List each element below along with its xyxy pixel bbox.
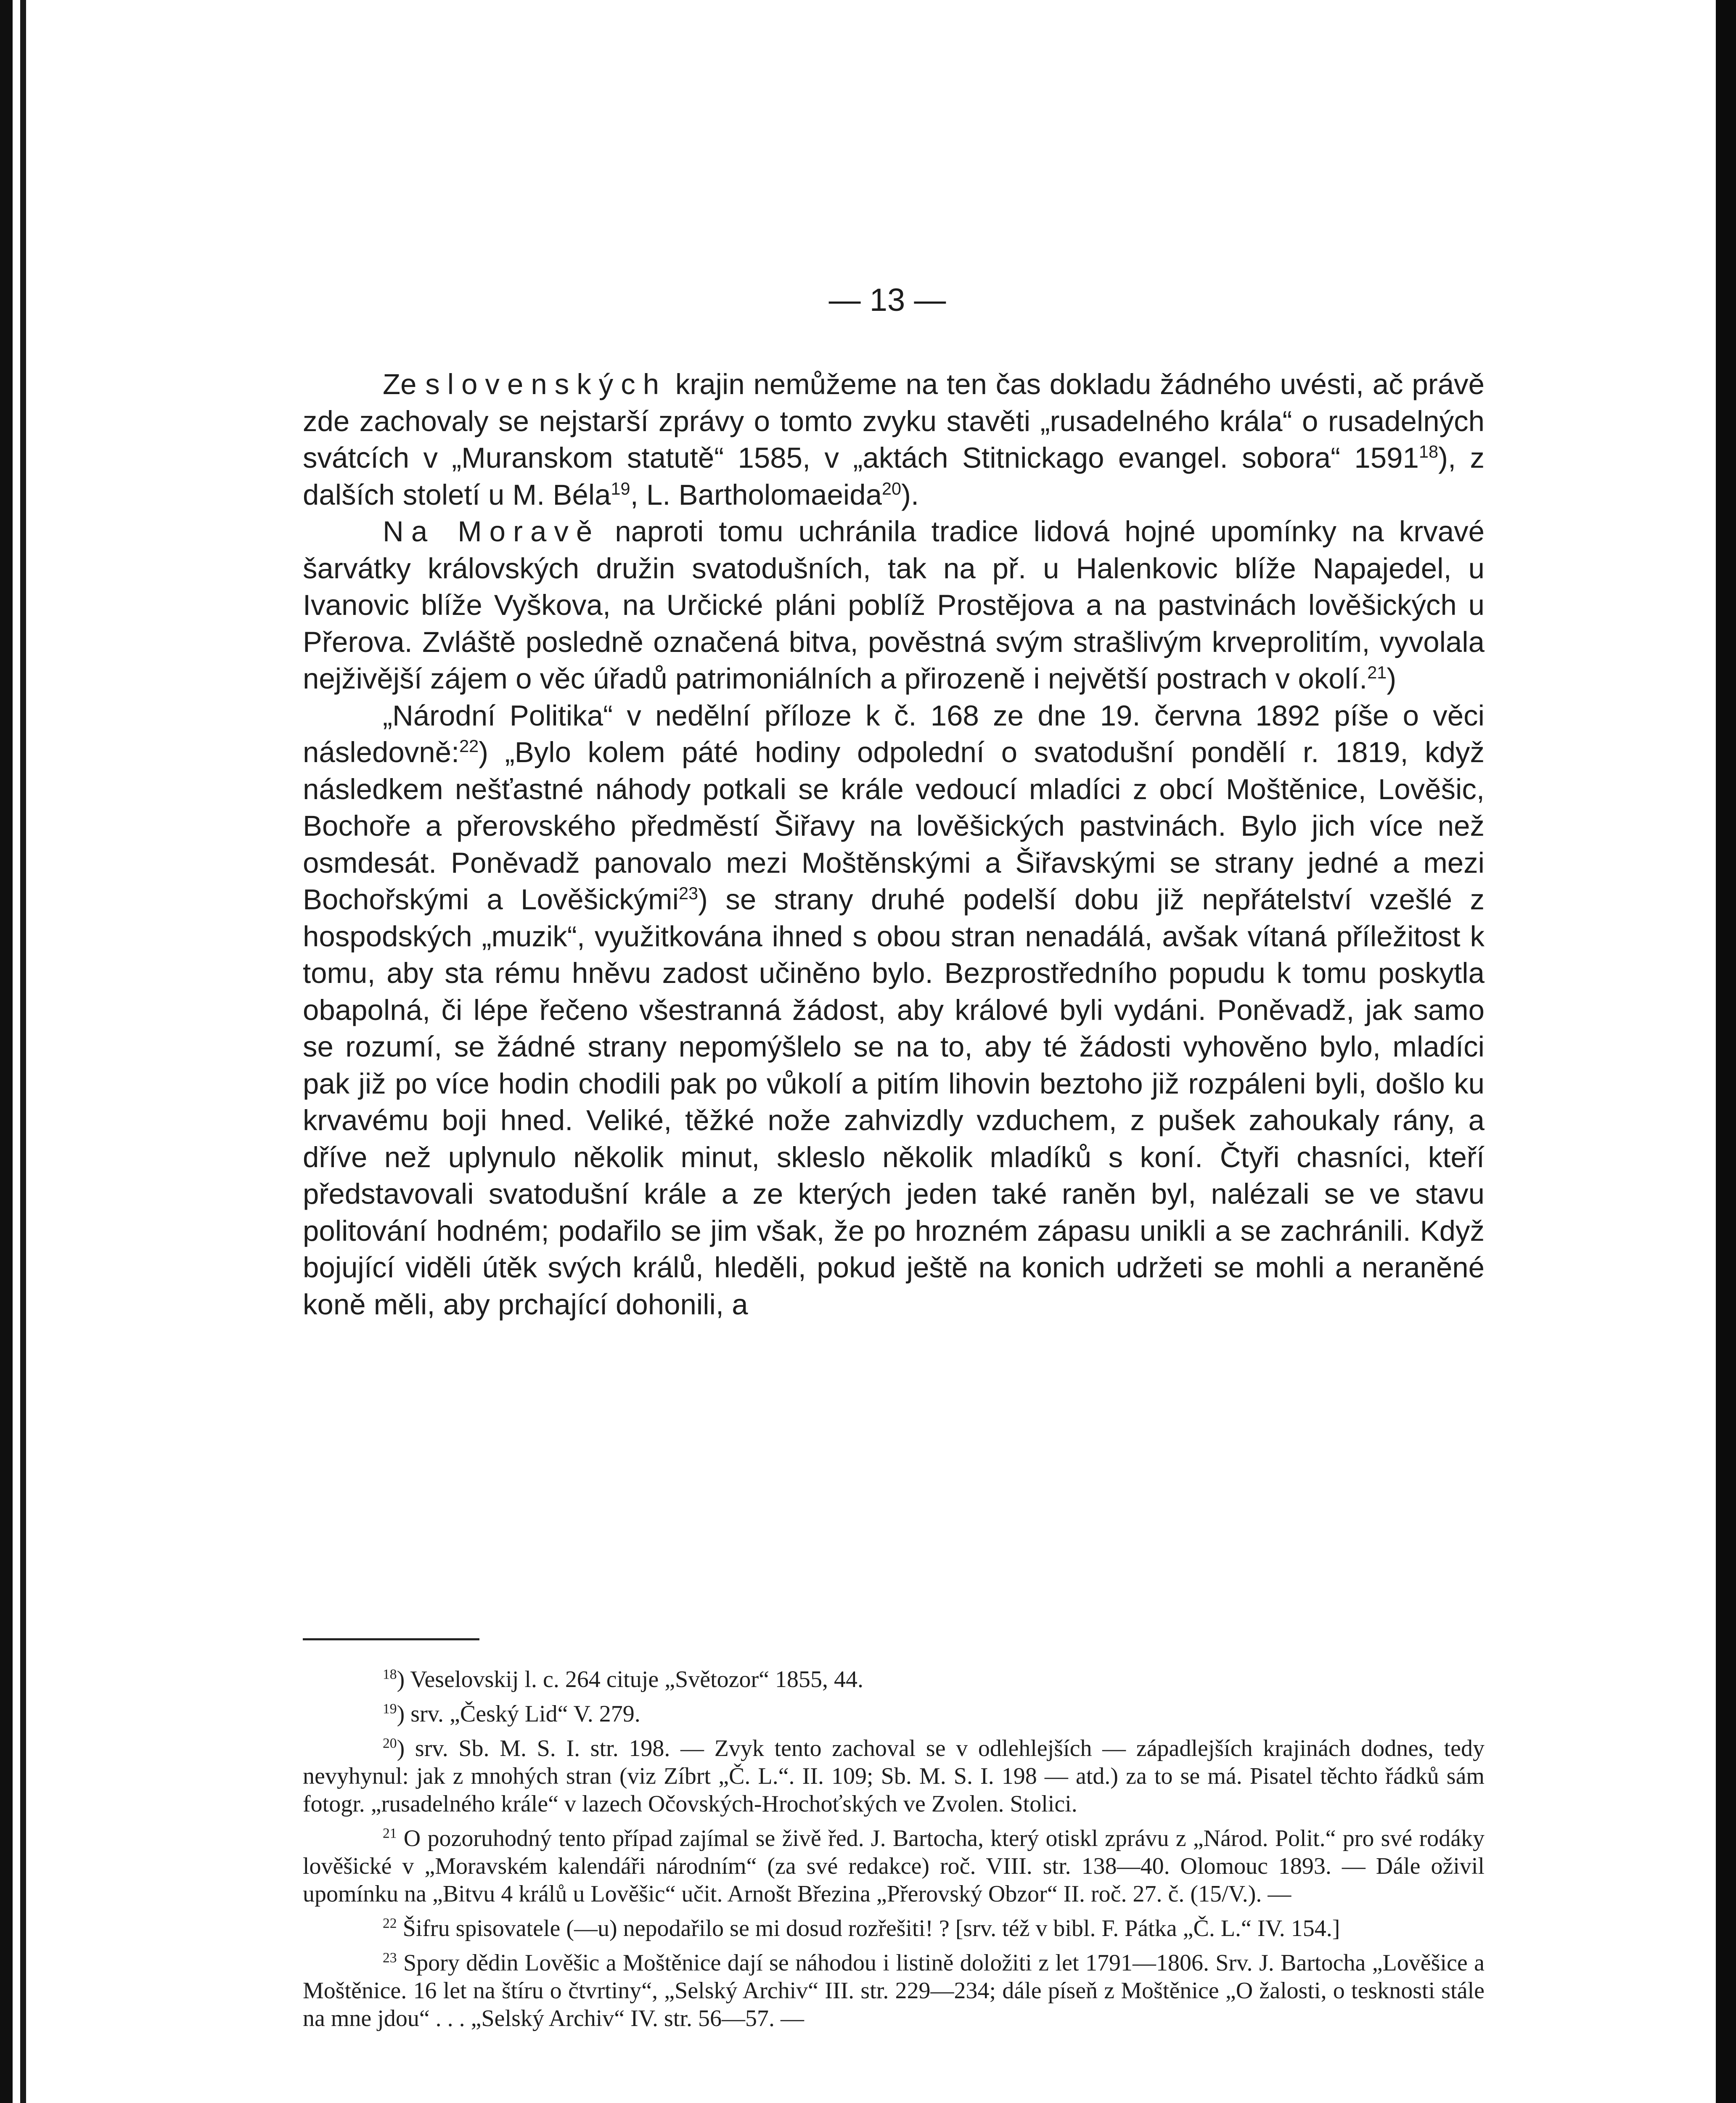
footnote-ref: 21 [1367, 663, 1387, 682]
spaced-word: Na Moravě [383, 515, 600, 548]
footnote-23: $^{23}$ Spory dědin Lověšic a Moštěnice dají se náhodou i listině doložiti z let 1791—1806. Srv. J. Bartocha „Lověšice a Moštěnice. 16 let na štíru o čtvrtiny“, „Selský Archiv“ III. str. 229—234; dále píseň z Moštěnice „O žalosti, o tesknosti stále na mne jdou“ . . . „Selský Archiv“ IV. str. 56—57. — [303, 1950, 1485, 2031]
footnote-ref: 19 [611, 479, 630, 498]
footnote-18: $^{18}$) Veselovskij l. c. 264 cituje „Světozor“ 1855, 44. [383, 1666, 863, 1692]
footnote-22: $^{22}$ Šifru spisovatele (—u) nepodařilo se mi dosud rozřešiti! ? [srv. též v bibl. F. Pátka „Č. L.“ IV. 154.] [383, 1915, 1340, 1941]
paragraph-narodni-politika: „Národní Politika“ v nedělní příloze k č. 168 ze dne 19. června 1892 píše o věci následovně:$^{22}$) „Bylo kolem páté hodiny odpolední o svatodušní pondělí r. 1819, když následkem nešťastné náhody potkali se krále vedoucí mladíci z obcí Moštěnice, Lověšic, Bochoře a přerovského předměstí Šiřavy na lověšických pastvinách. Bylo jich více než osmdesát. Poněvadž panovalo mezi Moštěnskými a Šiřavskými se strany jedné a mezi Bochořskými a Lověšickými$^{23}$) se strany druhé podelší dobu již nepřátelství vzešlé z hospodských „muzik“, využitkována ihned s obou stran nenadálá, avšak vítaná příležitost k tomu, aby sta rému hněvu zadost učiněno bylo. Bezprostředního popudu k tomu poskytla obapolná, či lépe řečeno všestranná žádost, aby králové byli vydáni. Poněvadž, jak samo se rozumí, se žádné strany nepomýšlelo se na to, aby té žádosti vyhověno bylo, mladíci pak již po více hodin chodili pak po vůkolí a pitím lihovin beztoho již rozpáleni byli, došlo ku krvavému boji hned. Veliké, těžké nože zahvizdly vzduchem, z pušek zahoukaly rány, a dříve než uplynulo několik minut, skleslo několik mladíků s koní. Čtyři chasníci, kteří představovali svatodušní krále a ze kterých jeden také raněn byl, nalézali se ve stavu politování hodném; podařilo se jim však, že po hrozném zápasu unikli a se zachránili. Když bojující viděli útěk svých králů, hleděli, pokud ještě na konich udržeti se mohli a neraněné koně měli, aby prchající dohonili, a [303, 699, 1485, 1321]
footnote-separator [303, 1638, 479, 1640]
footnote-19: $^{19}$) srv. „Český Lid“ V. 279. [383, 1701, 640, 1727]
footnote-ref: 18 [1418, 442, 1438, 461]
spaced-word: slovenských [425, 368, 667, 400]
scan-left-edge-line [20, 0, 26, 2103]
footnote-ref: 20 [881, 479, 901, 498]
paragraph-slovakia: Ze slovenských krajin nemůžeme na ten čas dokladu žádného uvésti, ač právě zde zachovaly se nejstarší zprávy o tomto zvyku stavěti „rusadelného krála“ o rusadelných svátcích v „Muranskom statutě“ 1585, v „aktách Stitnickago evangel. sobora“ 1591$^{18}$), z dalších století u M. Béla$^{19}$, L. Bartholomaeida$^{20}$). [303, 368, 1485, 511]
footnote-20: $^{20}$) srv. Sb. M. S. I. str. 198. — Zvyk tento zachoval se v odlehlejších — západlejších krajinách dodnes, tedy nevyhynul: jak z mnohých stran (viz Zíbrt „Č. L.“. II. 109; Sb. M. S. I. 198 — atd.) za to se má. Pisatel těchto řádků sám fotogr. „rusadelného krále“ v lazech Očovských-Hrochoťských ve Zvolen. Stolici. [303, 1735, 1485, 1817]
footnotes [303, 1666, 1485, 2039]
page-number: — 13 — [828, 282, 946, 318]
footnote-ref: 23 [678, 884, 698, 903]
footnote-ref: 22 [459, 736, 479, 756]
main-text [303, 366, 1485, 1323]
scan-right-edge [1716, 0, 1736, 2103]
footnote-21: $^{21}$ O pozoruhodný tento případ zajímal se živě řed. J. Bartocha, který otiskl zprávu z „Národ. Polit.“ pro své rodáky lověšické v „Moravském kalendáři národním“ (za své redakce) roč. VIII. str. 138—40. Olomouc 1893. — Dále oživil upomínku na „Bitvu 4 králů u Lověšic“ učit. Arnošt Březina „Přerovský Obzor“ II. roč. 27. č. (15/V.). — [303, 1825, 1485, 1907]
paragraph-moravia: Na Moravě naproti tomu uchránila tradice lidová hojné upomínky na krvavé šarvátky královských družin svatodušních, tak na př. u Halenkovic blíže Napajedel, u Ivanovic blíže Vyškova, na Určické pláni poblíž Prostějova a na pastvinách lověšických u Přerova. Zvláště posledně označená bitva, pověstná svým strašlivým krveprolitím, vyvolala nejživější zájem o věc úřadů patrimoniálních a přirozeně i největší postrach v okolí.$^{21}$) [303, 515, 1485, 695]
scan-left-edge [0, 0, 13, 2103]
